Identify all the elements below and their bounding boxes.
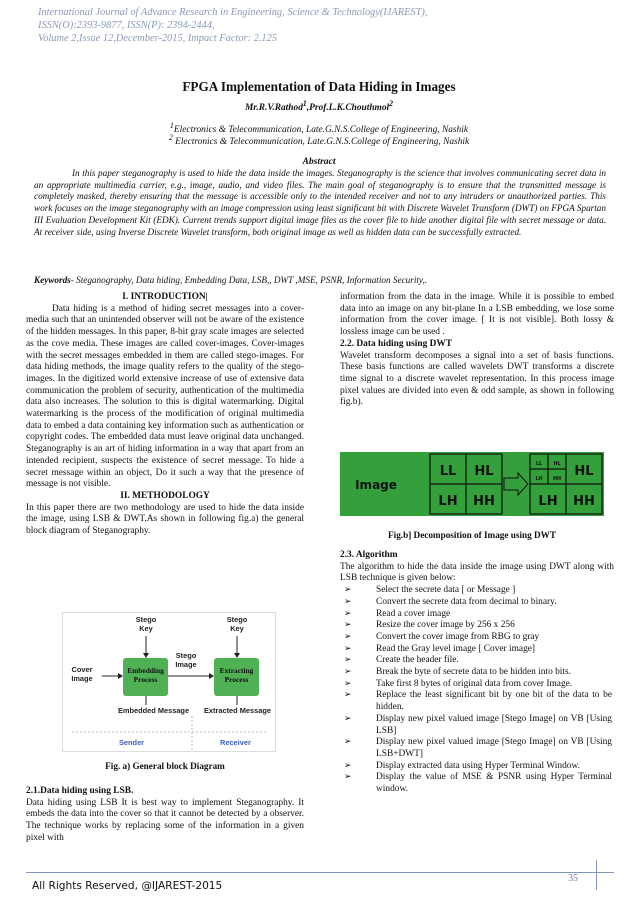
hl2-label: HL [553, 462, 561, 467]
affiliation-1-text: Electronics & Telecommunication, Late.G.N.S.College of Engineering, Nashik [173, 125, 468, 136]
figure-b-caption: Fig.b] Decomposition of Image using DWT [388, 530, 556, 540]
journal-header [38, 6, 598, 45]
list-item: ➢ Display extracted data using Hyper Terminal Window. [344, 760, 580, 771]
ll-label: LL [439, 464, 457, 479]
list-item: ➢ Convert the cover image from RBG to gray [344, 631, 540, 642]
figure-b-dwt-decomposition [340, 452, 604, 516]
section-1-heading: I. INTRODUCTION| [122, 292, 208, 302]
arrow-bullet-icon: ➢ [344, 690, 352, 701]
extracted-message-label: Extracted Message [204, 706, 271, 715]
arrow-bullet-icon: ➢ [344, 631, 352, 642]
section-2-1-heading: 2.1.Data hiding using LSB. [26, 786, 134, 796]
list-item: ➢ Read a cover image [344, 608, 451, 619]
journal-name: International Journal of Advance Research in Engineering, Science & Technology(IJAREST), [38, 7, 428, 18]
right-column [340, 292, 614, 409]
arrow-bullet-icon: ➢ [344, 596, 352, 607]
hh3-label: HH [573, 494, 595, 509]
paper-title: FPGA Implementation of Data Hiding in Images [182, 79, 456, 94]
lsb-paragraph: Data hiding using LSB It is best way to implement Steganography. It embeds the data into the cover so that it cannot be detected by a observer. The technique works by replacing some of the information in a given pixel with [26, 797, 304, 843]
list-item: ➢ Select the secrete data [ or Message ] [344, 585, 516, 596]
arrow-bullet-icon: ➢ [344, 643, 352, 654]
ll2-label: LL [535, 462, 543, 467]
image-label: Image [355, 478, 397, 492]
abstract-body [34, 168, 606, 238]
abstract-text: In this paper steganography is used to hide the data inside the images. Steganography is the science that involves communicating secret data in an appropriate multimedia carrier, e.g., image, audio, and video files. The main goal of steganography is to ensure that the transmitted message is completely masked, thereby ensuring that the message is accessible only to the intended receiver and not to any intruders or unauthorized parties. This work focuses on the image steganography with an image compression using least significant bit with Discrete Wavelet Transform (DWT) on FPGA Spartan III Evaluation Development Kit (EDK). Current trends support digital image files as the cover file to hide another digital file with secret message or data. At receiver side, using Inverse Discrete Wavelet transform, both original image as well as hidden data can be successfully extracted. [34, 168, 606, 237]
keywords-text: - Steganography, Data hiding, Embedding Data, LSB,, DWT ,MSE, PSNR, Information Security,. [70, 275, 428, 285]
figure-a-caption: Fig. a) General block Diagram [105, 761, 225, 771]
sender-label: Sender [119, 738, 145, 747]
hl-label: HL [474, 464, 494, 479]
list-item: ➢ Resize the cover image by 256 x 256 [344, 620, 515, 631]
hl3-label: HL [574, 464, 594, 479]
hh-label: HH [473, 494, 495, 509]
figure-a-block-diagram [62, 612, 276, 752]
arrow-bullet-icon: ➢ [344, 608, 352, 619]
paper-authors [0, 99, 638, 113]
arrow-bullet-icon: ➢ [344, 713, 352, 724]
footer-rights: All Rights Reserved, @IJAREST-2015 [32, 880, 223, 892]
section-2-heading: II. METHODOLOGY [120, 490, 210, 501]
footer-vertical-divider [596, 860, 597, 890]
algorithm-steps [340, 585, 614, 796]
abstract-heading: Abstract [302, 156, 336, 167]
stego-key-left-label: Stego Key [135, 615, 157, 633]
list-item: ➢ Break the byte of secrete data to be hidden into bits. [344, 667, 571, 678]
arrow-bullet-icon: ➢ [344, 760, 352, 771]
stego-key-right-label: Stego Key [226, 615, 248, 633]
section-2-2-heading: 2.2. Data hiding using DWT [340, 338, 453, 349]
hh2-label: HH [552, 477, 562, 482]
arrow-bullet-icon: ➢ [344, 655, 352, 666]
lh-label: LH [438, 494, 458, 509]
section-2-3-heading: 2.3. Algorithm [340, 550, 398, 560]
arrow-bullet-icon: ➢ [344, 772, 352, 783]
list-item: ➢ Create the header file. [344, 655, 459, 666]
methodology-paragraph: In this paper there are two methodology are used to hide the data inside the image, using LSB & DWT.As shown in following fig.a) the general block diagram of Steganography. [26, 502, 304, 537]
list-item: ➢ Convert the secrete data from decimal to binary. [344, 596, 557, 607]
author-2: ,Prof.L.K.Chouthmol [306, 103, 390, 114]
author-1: Mr.R.V.Rathod [244, 103, 303, 114]
affiliation-1-sup: 1 [170, 121, 174, 130]
affiliation-2-sup: 2 [168, 133, 173, 142]
keywords-label: Keywords [34, 275, 71, 285]
page-number: 35 [568, 873, 578, 884]
list-item: ➢ Display the value of MSE & PSNR using Hyper Terminal window. [344, 772, 612, 795]
right-column-lower [340, 550, 614, 796]
cover-image-label: Cover Image [71, 665, 93, 683]
journal-volume: Volume 2,Issue 12,December-2015, Impact Factor: 2.125 [38, 33, 278, 44]
algorithm-intro: The algorithm to hide the data inside the image using DWT along with LSB technique is given below: [340, 561, 614, 584]
journal-issn: ISSN(O):2393-9877, ISSN(P): 2394-2444, [38, 20, 215, 31]
arrow-bullet-icon: ➢ [344, 620, 352, 631]
stego-image-label: Stego Image [175, 651, 197, 669]
lh3-label: LH [538, 494, 558, 509]
lh2-label: LH [535, 477, 543, 482]
list-item: ➢ Read the Gray level image [ Cover image] [344, 643, 536, 654]
list-item: ➢ Take first 8 bytes of original data from cover Image. [344, 678, 573, 689]
lsb-continued-paragraph: information from the data in the image. While it is possible to embed data into an image on any bit-plane In a LSB embedding, we lose some information from the cover image. [ It is not visible]. Both lossy & lossless image can be used . [340, 292, 614, 338]
arrow-bullet-icon: ➢ [344, 678, 352, 689]
left-column-lower [26, 786, 304, 845]
author-2-sup: 2 [389, 99, 394, 108]
receiver-label: Receiver [220, 738, 251, 747]
keywords [34, 275, 606, 285]
extracting-process-label: Extracting Process [219, 666, 254, 684]
embedding-process-label: Embedding Process [127, 666, 164, 684]
embedded-message-label: Embedded Message [118, 706, 190, 715]
left-column [26, 292, 304, 538]
arrow-bullet-icon: ➢ [344, 585, 352, 596]
intro-paragraph: Data hiding is a method of hiding secret messages into a cover-media such that an unintended observer will not be aware of the existence of the hidden messages. In this paper, 8-bit gray scale images are selected as the cove media. These images are called cover-images. Cover-images with the secret messages embedded in them are called stego-images. For data hiding methods, the image quality refers to the quality of the stego-images. In the digitized world extensive increase of use of extensive data communication the problem of security, authentication of the multimedia data also increases. The solution to this is digital watermarking. Digital watermarking is the process of the modification of original multimedia data to embed a data containing key information such as authentication or copyright codes. The embedded data must leave original data unchanged. Steganography is an art of hiding information in a way that apart from an intended recipient, suspects the existence of secret message. To hide a secret message within an object, Do it such a way that the presence of message is not visible. [26, 303, 304, 490]
dwt-paragraph: Wavelet transform decomposes a signal into a set of basis functions. These basis functions are called wavelets DWT transforms a discrete time signal to a discrete wavelet representation. In this process image pixel values are divided into even & odd sample, as shown in following fig.b). [340, 350, 614, 408]
list-item: ➢ Display new pixel valued image [Stego Image] on VB [Using LSB+DWT] [344, 737, 612, 759]
affiliation-2-text: Electronics & Telecommunication, Late.G.N.S.College of Engineering, Nashik [172, 137, 470, 148]
arrow-bullet-icon: ➢ [344, 737, 352, 748]
list-item: ➢ Display new pixel valued image [Stego Image] on VB [Using LSB] [344, 713, 612, 736]
footer-divider [26, 872, 614, 873]
arrow-bullet-icon: ➢ [344, 667, 352, 678]
list-item: ➢ Replace the least significant bit by one bit of the data to be hidden. [344, 690, 612, 713]
affiliation-2 [0, 133, 638, 147]
author-1-sup: 1 [302, 99, 307, 108]
